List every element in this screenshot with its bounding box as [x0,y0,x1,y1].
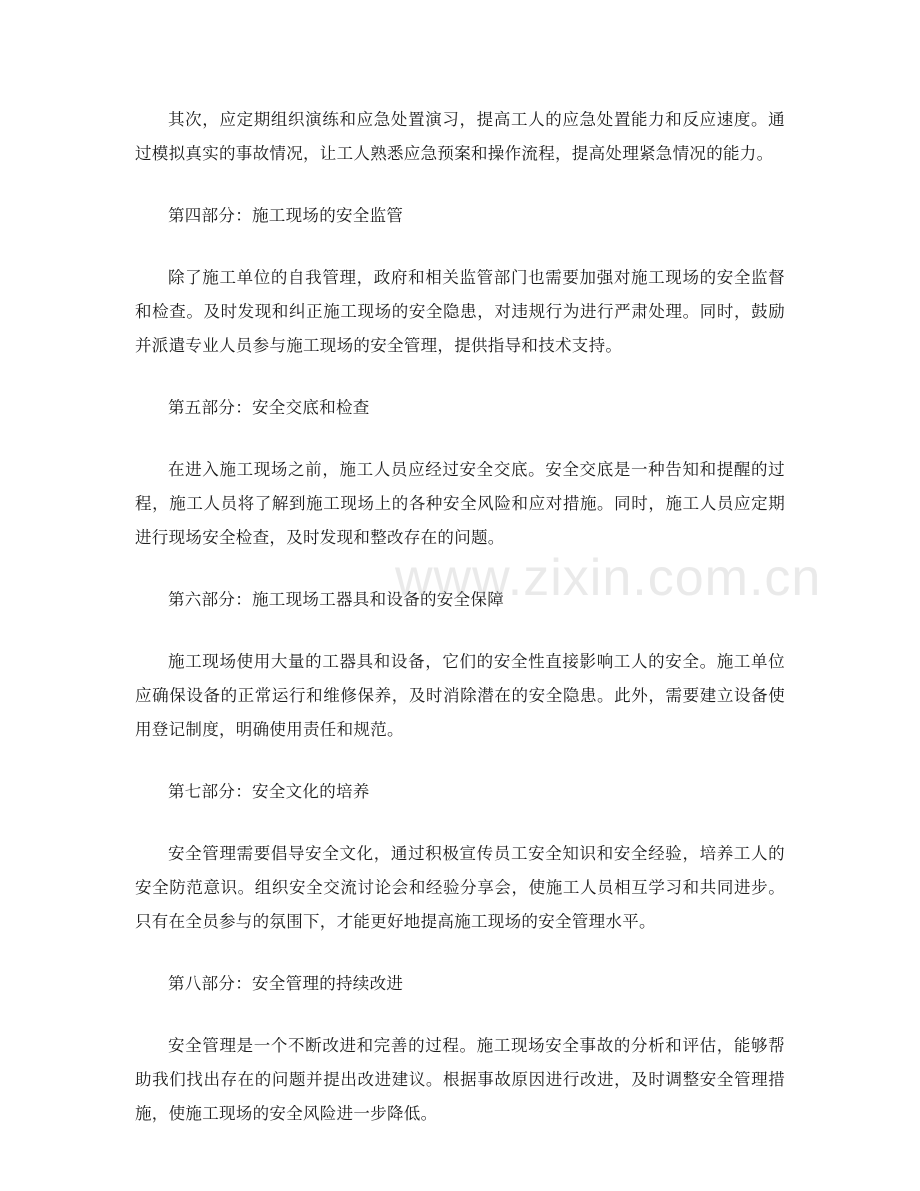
paragraph: 安全管理需要倡导安全文化，通过积极宣传员工安全知识和安全经验，培养工人的安全防范意识。组织安全交流讨论会和经验分享会，使施工人员相互学习和共同进步。只有在全员参与的氛围下，才能更好地提高施工现场的安全管理水平。 [135,844,785,931]
section-heading: 第六部分：施工现场工器具和设备的安全保障 [168,590,504,609]
section-heading: 第五部分：安全交底和检查 [168,398,370,417]
document-body [135,103,785,1159]
section-heading: 第四部分：施工现场的安全监管 [168,206,404,225]
paragraph: 在进入施工现场之前，施工人员应经过安全交底。安全交底是一种告知和提醒的过程，施工人员将了解到施工现场上的各种安全风险和应对措施。同时，施工人员应定期进行现场安全检查，及时发现和整改存在的问题。 [135,460,785,547]
paragraph: 其次，应定期组织演练和应急处置演习，提高工人的应急处置能力和反应速度。通过模拟真实的事故情况，让工人熟悉应急预案和操作流程，提高处理紧急情况的能力。 [135,110,785,163]
paragraph: 施工现场使用大量的工器具和设备，它们的安全性直接影响工人的安全。施工单位应确保设备的正常运行和维修保养，及时消除潜在的安全隐患。此外，需要建立设备使用登记制度，明确使用责任和规范。 [135,652,785,739]
section-heading: 第八部分：安全管理的持续改进 [168,974,404,993]
section-heading: 第七部分：安全文化的培养 [168,782,370,801]
paragraph: 除了施工单位的自我管理，政府和相关监管部门也需要加强对施工现场的安全监督和检查。及时发现和纠正施工现场的安全隐患，对违规行为进行严肃处理。同时，鼓励并派遣专业人员参与施工现场的安全管理，提供指导和技术支持。 [135,268,785,355]
paragraph: 安全管理是一个不断改进和完善的过程。施工现场安全事故的分析和评估，能够帮助我们找出存在的问题并提出改进建议。根据事故原因进行改进，及时调整安全管理措施，使施工现场的安全风险进一步降低。 [135,1036,785,1123]
watermark: www.zixin.com.cn [395,549,822,607]
